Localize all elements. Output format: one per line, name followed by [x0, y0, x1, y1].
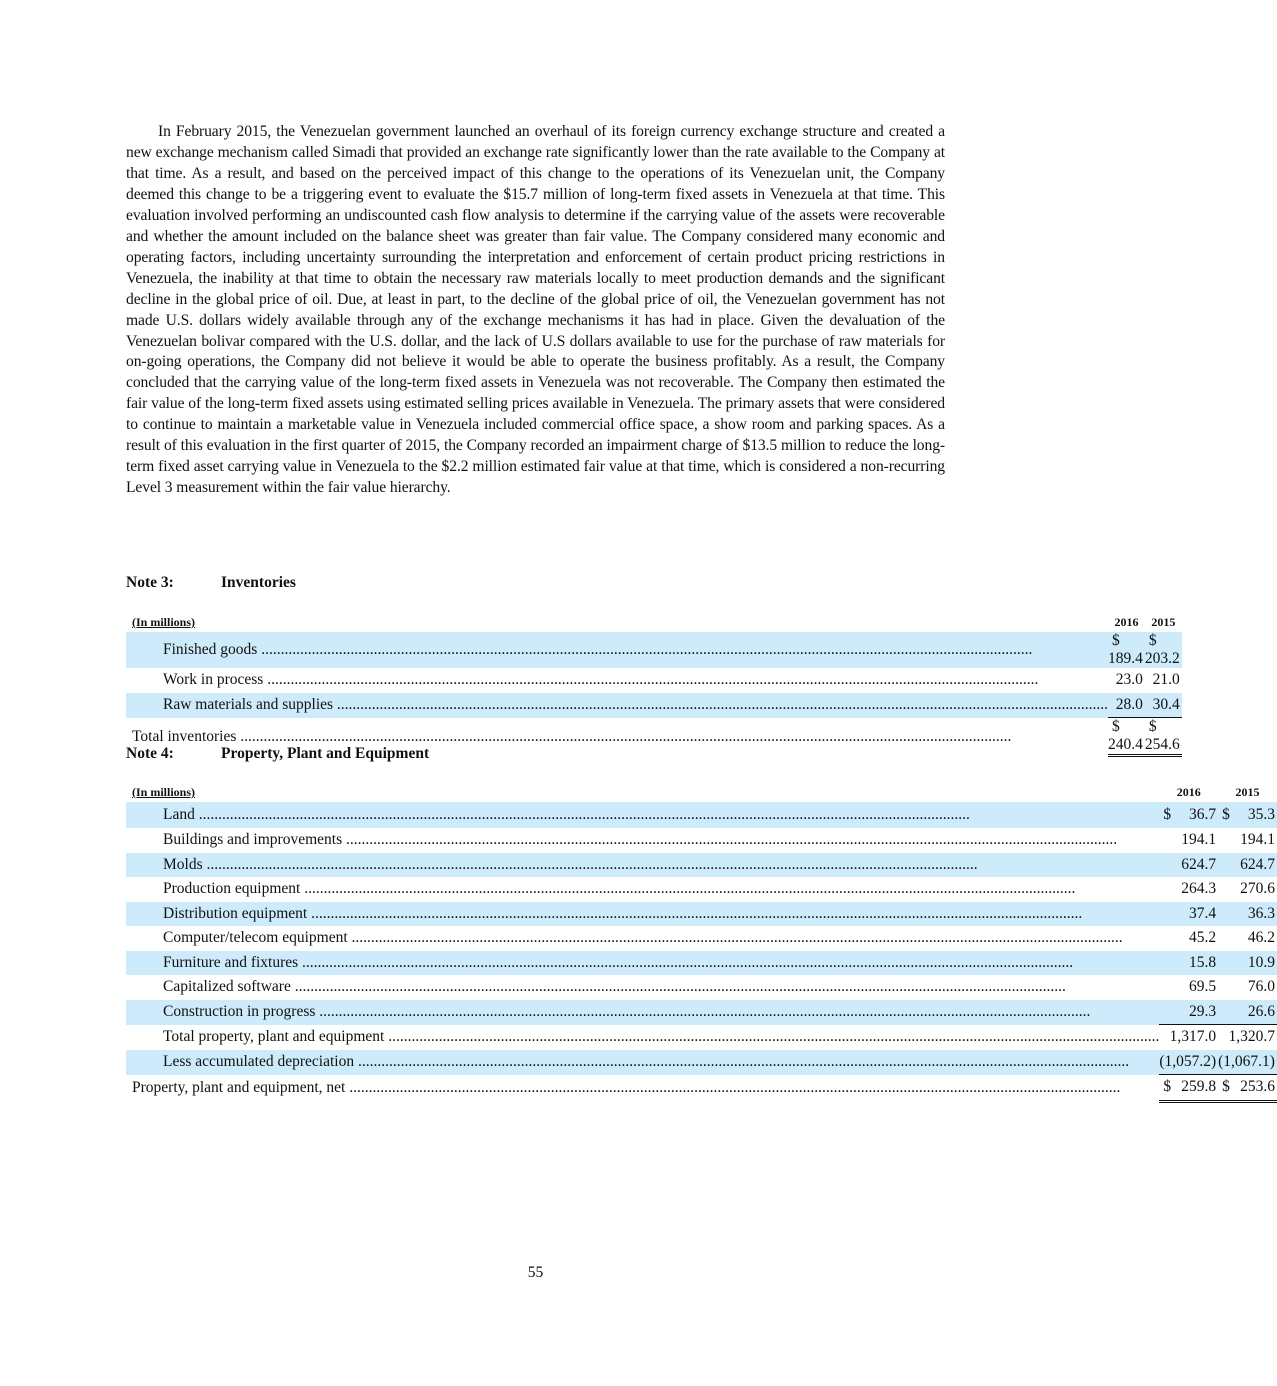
table-row	[126, 1050, 1277, 1075]
value-2016: 37.4	[1189, 904, 1217, 922]
table-row	[126, 802, 1277, 828]
total-row	[126, 1075, 1277, 1102]
total-label: Total inventories .....	[126, 728, 1011, 745]
inventories-table	[126, 610, 1182, 757]
row-label: Distribution equipment .....	[126, 905, 1082, 922]
currency-sign: $	[1222, 1078, 1230, 1096]
value-2016: (1,057.2)	[1159, 1052, 1217, 1070]
row-label: Molds .....	[126, 856, 978, 873]
row-label: Work in process .....	[126, 671, 1038, 688]
value-2015: 26.6	[1247, 1002, 1275, 1020]
row-label: Land .....	[126, 806, 970, 823]
table-header-row	[126, 780, 1277, 802]
value-2015: 76.0	[1247, 978, 1275, 996]
table-header-row	[126, 610, 1182, 632]
value-2015: (1,067.1)	[1218, 1052, 1275, 1070]
value-2015: 10.9	[1247, 953, 1275, 971]
currency-sign: $	[1163, 1078, 1172, 1096]
value-2016: 194.1	[1181, 831, 1217, 849]
year-2015-header: 2015	[1151, 615, 1176, 629]
table-row	[126, 1025, 1277, 1050]
total-2015: 253.6	[1240, 1078, 1275, 1096]
row-label: Total property, plant and equipment .....	[126, 1028, 1159, 1045]
value-2016: 189.4	[1108, 650, 1143, 667]
row-label: Furniture and fixtures .....	[126, 954, 1073, 971]
row-label: Raw materials and supplies .....	[126, 696, 1108, 713]
currency-sign: $	[1148, 718, 1157, 735]
currency-sign: $	[1112, 632, 1120, 649]
ppe-table	[126, 780, 1277, 1103]
currency-sign: $	[1148, 632, 1157, 649]
row-label: Buildings and improvements .....	[126, 831, 1117, 848]
value-2015: 35.3	[1247, 806, 1275, 823]
value-2015: 1,320.7	[1228, 1028, 1275, 1046]
year-2015-header: 2015	[1235, 785, 1260, 799]
unit-label: (In millions)	[132, 615, 196, 629]
value-2016: 264.3	[1181, 880, 1217, 898]
note3-title: Inventories	[221, 574, 296, 591]
value-2015: 36.3	[1247, 904, 1275, 922]
currency-sign: $	[1112, 718, 1120, 735]
total-2016: 259.8	[1181, 1078, 1217, 1096]
table-row	[126, 877, 1277, 902]
row-label: Production equipment .....	[126, 880, 1075, 897]
year-2016-header: 2016	[1114, 615, 1139, 629]
note3-number: Note 3:	[126, 574, 174, 591]
row-label: Less accumulated depreciation .....	[126, 1053, 1129, 1070]
value-2015: 624.7	[1240, 855, 1275, 873]
row-label: Finished goods .....	[126, 641, 1032, 658]
table-row	[126, 828, 1277, 853]
value-2016: 23.0	[1115, 671, 1143, 689]
value-2016: 1,317.0	[1169, 1028, 1217, 1046]
table-row	[126, 693, 1182, 718]
value-2016: 29.3	[1189, 1002, 1217, 1020]
value-2016: 624.7	[1181, 855, 1217, 873]
value-2015: 46.2	[1247, 929, 1275, 947]
table-row	[126, 853, 1277, 878]
total-2016: 240.4	[1108, 736, 1143, 753]
intro-paragraph: In February 2015, the Venezuelan government launched an overhaul of its foreign currency exchange structure and created a new exchange mechanism called Simadi that provided an exchange rate significantly lower than the rate available to the Company at that time. As a result, and based on the perceived impact of this change to the operations of its Venezuelan unit, the Company deemed this change to be a triggering event to evaluate the $15.7 million of long-term fixed assets in Venezuela at that time. This evaluation involved performing an undiscounted cash flow analysis to determine if the carrying value of the assets were recoverable and whether the amount included on the balance sheet was greater than fair value. The Company considered many economic and operating factors, including uncertainty surrounding the interpretation and enforcement of certain product pricing restrictions in Venezuela, the inability at that time to obtain the necessary raw materials locally to meet production demands and the significant decline in the global price of oil. Due, at least in part, to the decline of the global price of oil, the Venezuelan government has not made U.S. dollars widely available through any of the exchange mechanisms it has had in place. Given the devaluation of the Venezuelan bolivar compared with the U.S. dollar, and the lack of U.S dollars available to use for the purchase of raw materials for on-going operations, the Company did not believe it would be able to operate the business profitably. As a result, the Company concluded that the carrying value of the long-term fixed assets in Venezuela was not recoverable. The Company then estimated the fair value of the long-term fixed assets using estimated selling prices available in Venezuela. The primary assets that were considered to continue to maintain a marketable value in Venezuela included commercial office space, a show room and parking spaces. As a result of this evaluation in the first quarter of 2015, the Company recorded an impairment charge of $13.5 million to reduce the long-term fixed asset carrying value in Venezuela to the $2.2 million estimated fair value at that time, which is considered a non-recurring Level 3 measurement within the fair value hierarchy.	[126, 123, 945, 497]
currency-sign: $	[1222, 806, 1230, 823]
year-2016-header: 2016	[1176, 785, 1201, 799]
value-2016: 69.5	[1189, 978, 1217, 996]
value-2016: 15.8	[1189, 953, 1217, 971]
value-2015: 194.1	[1240, 831, 1275, 849]
total-label: Property, plant and equipment, net .....	[126, 1079, 1120, 1096]
table-row	[126, 975, 1277, 1000]
value-2015: 203.2	[1144, 650, 1180, 667]
value-2015: 21.0	[1152, 671, 1180, 689]
row-label: Computer/telecom equipment .....	[126, 929, 1123, 946]
table-row	[126, 926, 1277, 951]
note4-title: Property, Plant and Equipment	[221, 745, 430, 762]
table-row	[126, 632, 1182, 668]
currency-sign: $	[1163, 806, 1172, 823]
value-2016: 36.7	[1189, 806, 1217, 823]
value-2016: 28.0	[1115, 695, 1143, 713]
table-row	[126, 951, 1277, 976]
table-row	[126, 902, 1277, 927]
value-2016: 45.2	[1189, 929, 1217, 947]
note3-heading	[126, 574, 296, 592]
table-row	[126, 1000, 1277, 1025]
row-label: Capitalized software .....	[126, 978, 1066, 995]
note4-heading	[126, 745, 429, 763]
row-label: Construction in progress .....	[126, 1003, 1090, 1020]
page-number: 55	[527, 1264, 544, 1281]
unit-label: (In millions)	[132, 785, 196, 799]
value-2015: 30.4	[1152, 695, 1180, 713]
total-2015: 254.6	[1144, 736, 1180, 753]
note4-number: Note 4:	[126, 745, 174, 762]
value-2015: 270.6	[1240, 880, 1275, 898]
table-row	[126, 668, 1182, 693]
